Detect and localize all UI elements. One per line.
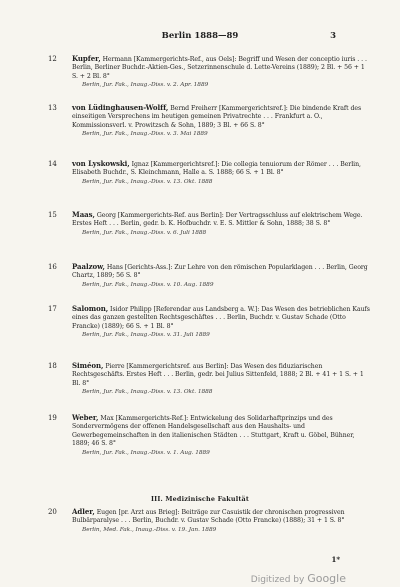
entry-body: Ignaz [Kammergerichtsref.]: Die collegia tenuiorum der Römer . . . Berlin, Elisabeth Buchdr., S. Kleinchmann, Halle a. S. 1888; 66 S. + 1 Bl. 8° xyxy=(72,161,361,177)
entry-author: Salomon, xyxy=(72,304,109,313)
entry-number: 13 xyxy=(48,104,57,112)
entry-body: Georg [Kammergerichts-Ref. aus Berlin]: Der Vertragsschluss auf elektrischem Wege. Erstes Heft . . . Berlin, gedr. b. K. Hofbuchdr. v. E. S. Mittler & Sohn, 1888; 38 S. 8° xyxy=(72,212,363,228)
watermark-prefix: Digitized by xyxy=(250,575,305,585)
entry-publication: Berlin, Jur. Fak., Inaug.-Diss. v. 13. Okt. 1888 xyxy=(82,178,213,185)
entry-body: Hans [Gerichts-Ass.]: Zur Lehre von den römischen Popularklagen . . . Berlin, Georg Chartz, 1889; 56 S. 8° xyxy=(72,264,368,280)
entry-12 xyxy=(48,54,370,90)
digitized-watermark xyxy=(251,572,346,585)
entry-20 xyxy=(48,507,370,534)
entry-author: Weber, xyxy=(72,413,99,422)
entry-number: 15 xyxy=(48,211,57,219)
entry-publication: Berlin, Med. Fak., Inaug.-Diss. v. 19. Jan. 1889 xyxy=(82,526,217,533)
entry-number: 12 xyxy=(48,55,57,63)
page-header xyxy=(0,31,400,43)
entry-author: Kupfer, xyxy=(72,54,101,63)
page-number: 3 xyxy=(330,31,336,41)
entry-body: Eugen [pr. Arzt aus Brieg]: Beiträge zur Casuistik der chronischen progressiven Bulbärparalyse . . . Berlin, Buchdr. v. Gustav Schade (Otto Francke) (1888); 31 + 1 S. 8° xyxy=(72,509,345,525)
entry-13 xyxy=(48,103,370,139)
entry-author: Maas, xyxy=(72,210,95,219)
entry-number: 17 xyxy=(48,305,57,313)
entry-publication: Berlin, Jur. Fak., Inaug.-Diss. v. 13. Okt. 1888 xyxy=(82,389,213,396)
signature-mark: 1* xyxy=(331,555,340,564)
entry-author: von Lyskowski, xyxy=(72,159,130,168)
entry-body: Bernd Freiherr [Kammergerichtsref.]: Die bindende Kraft des einseitigen Versprechens im heutigen gemeinen Privatrechte . . . Frankfurt a. O., Kommissionsverl. v. Prowitzsch & Sohn, 1889; 3 Bl. + 66 S. 8° xyxy=(72,105,362,129)
entry-15 xyxy=(48,210,370,237)
entry-14 xyxy=(48,159,370,186)
entry-number: 19 xyxy=(48,414,57,422)
entry-publication: Berlin, Jur. Fak., Inaug.-Diss. v. 2. Apr. 1889 xyxy=(82,82,209,89)
page-title: Berlin 1888—89 xyxy=(161,31,239,41)
entry-number: 14 xyxy=(48,160,57,168)
entry-number: 16 xyxy=(48,263,57,271)
entry-19 xyxy=(48,413,370,457)
entry-body: Pierre [Kammergerichtsref. aus Berlin]: Das Wesen des fiduziarischen Rechtsgeschäfts. Erstes Heft . . . Berlin, gedr. bei Julius Sittenfeld, 1888; 2 Bl. + 41 + 1 S. + 1 Bl. 8° xyxy=(72,363,364,387)
entry-publication: Berlin, Jur. Fak., Inaug.-Diss. v. 1. Aug. 1889 xyxy=(82,449,210,456)
entry-author: Siméon, xyxy=(72,361,104,370)
entry-number: 18 xyxy=(48,362,57,370)
watermark-brand: Google xyxy=(307,572,346,585)
entry-16 xyxy=(48,262,370,289)
entry-publication: Berlin, Jur. Fak., Inaug.-Diss. v. 6. Juli 1888 xyxy=(82,229,207,236)
entry-18 xyxy=(48,361,370,397)
entry-author: Adler, xyxy=(72,507,95,516)
entry-publication: Berlin, Jur. Fak., Inaug.-Diss. v. 3. Mai 1889 xyxy=(82,131,208,138)
entry-publication: Berlin, Jur. Fak., Inaug.-Diss. v. 10. Aug. 1889 xyxy=(82,281,214,288)
entry-publication: Berlin, Jur. Fak., Inaug.-Diss. v. 31. Juli 1889 xyxy=(82,332,210,339)
entry-body: Isidor Philipp [Referendar aus Landsberg a. W.]: Das Wesen des betrieblichen Kaufs eines das ganzen gestellten Rechtsgeschäftes . . . Berlin, Buchdr. v. Gustav Schade (Otto Francke) (1889); 66 S. + 1 Bl. 8° xyxy=(72,306,370,330)
section-heading: III. Medizinische Fakultät xyxy=(150,495,250,503)
entry-body: Max [Kammergerichts-Ref.]: Entwickelung des Solidarhaftprinzips und des Sondervermögens der offenen Handelsgesellschaft aus den Haushalts- und Gewerbegemeinschaften in den italienischen Städten . . . Stuttgart, Kraft u. Göbel, Bühner, 1889; 46 S. 8° xyxy=(72,415,355,448)
entry-author: von Lüdinghausen-Wolff, xyxy=(72,103,169,112)
entry-number: 20 xyxy=(48,508,57,516)
entry-author: Paalzow, xyxy=(72,262,105,271)
entry-17 xyxy=(48,304,370,340)
entry-body: Hermann [Kammergerichts-Ref., aus Oels]: Begriff und Wesen der conceptio iuris . . . Berlin, Berliner Buchdr.-Aktien-Ges., Setzerinnenschule d. Lette-Vereins (1889); 2 Bl. + 56 + 1 S. + 2 Bl. 8° xyxy=(72,56,367,80)
